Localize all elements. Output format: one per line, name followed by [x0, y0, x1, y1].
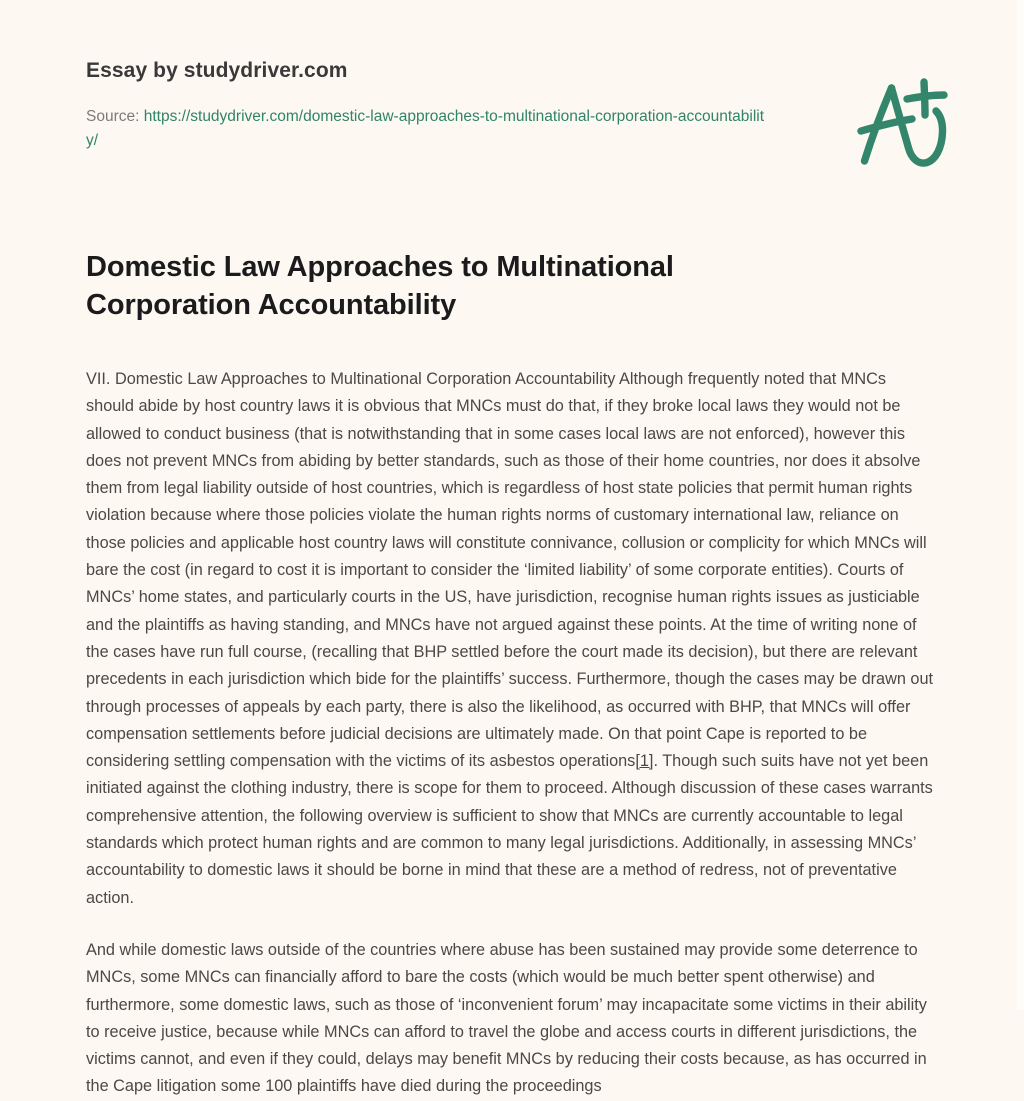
source-line — [86, 105, 766, 153]
header-content — [86, 58, 938, 153]
article-content — [86, 248, 938, 1101]
essay-by-heading: Essay by studydriver.com — [86, 59, 348, 82]
a-plus-logo-icon — [850, 75, 960, 179]
article-paragraph-1 — [86, 366, 938, 912]
page-header — [0, 0, 1024, 153]
page-title: Domestic Law Approaches to Multinational Corporation Accountability — [86, 251, 674, 321]
article-main — [0, 248, 1024, 1101]
paragraph-1-text-before-reference: VII. Domestic Law Approaches to Multinational Corporation Accountability Although frequently noted that MNCs should abide by host country laws it is obvious that MNCs must do that, if they broke local laws they would not be allowed to conduct business (that is notwithstanding that in some cases local laws are not enforced), however this does not prevent MNCs from abiding by better standards, such as those of their home countries, nor does it absolve them from legal liability outside of host countries, which is regardless of host state policies that permit human rights violation because where those policies violate the human rights norms of customary international law, reliance on those policies and applicable host country laws will constitute connivance, collusion or complicity for which MNCs will bare the cost (in regard to cost it is important to consider the ‘limited liability’ of some corporate entities). Courts of MNCs’ home states, and particularly courts in the US, have jurisdiction, recognise human rights issues as justiciable and the plaintiffs as having standing, and MNCs have not argued against these points. At the time of writing none of the cases have run full course, (recalling that BHP settled before the court made its decision), but there are relevant precedents in each jurisdiction which bide for the plaintiffs’ success. Furthermore, though the cases may be drawn out through processes of appeals by each party, there is also the likelihood, as occurred with BHP, that MNCs will offer compensation settlements before judicial decisions are ultimately made. On that point Cape is reported to be considering settling compensation with the victims of its asbestos operations — [86, 370, 934, 771]
source-label: Source: — [86, 108, 144, 125]
source-url-link[interactable]: https://studydriver.com/domestic-law-approaches-to-multinational-corporation-accountability/ — [86, 108, 765, 149]
article-body — [86, 366, 938, 1101]
footnote-reference-link[interactable]: [1] — [635, 752, 654, 771]
article-paragraph-2: And while domestic laws outside of the countries where abuse has been sustained may provide some deterrence to MNCs, some MNCs can financially afford to bare the costs (which would be much better spent otherwise) and furthermore, some domestic laws, such as those of ‘inconvenient forum’ may incapacitate some victims in their ability to receive justice, because while MNCs can afford to travel the globe and access courts in different jurisdictions, the victims cannot, and even if they could, delays may benefit MNCs by reducing their costs because, as has occurred in the Cape litigation some 100 plaintiffs have died during the proceedings — [86, 940, 927, 1096]
a-plus-logo — [850, 75, 960, 179]
paragraph-1-text-after-reference: . Though such suits have not yet been initiated against the clothing industry, there is scope for them to proceed. Although discussion of these cases warrants comprehensive attention, the following overview is sufficient to show that MNCs are currently accountable to legal standards which protect human rights and are common to many legal jurisdictions. Additionally, in assessing MNCs’ accountability to domestic laws it should be borne in mind that these are a method of redress, not of preventative action. — [86, 752, 933, 907]
